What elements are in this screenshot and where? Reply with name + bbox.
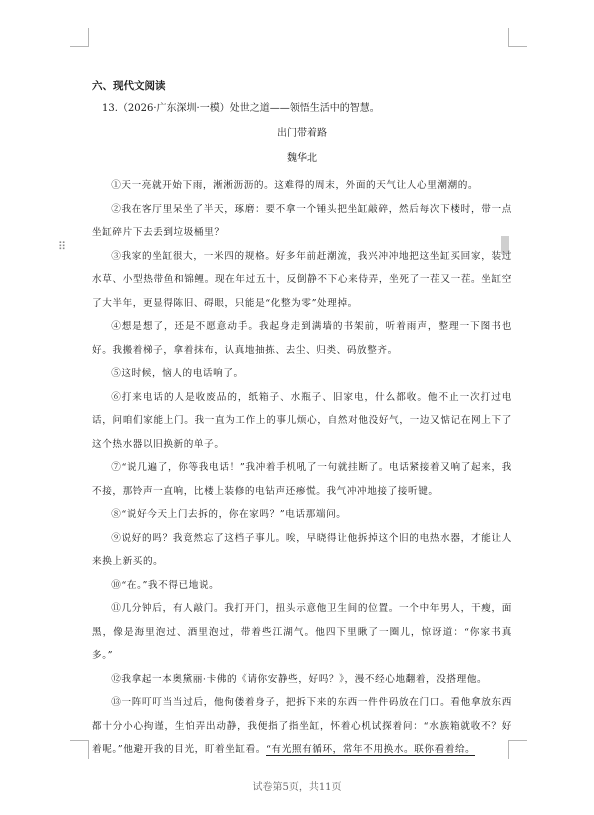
paragraph-4: ④想是想了，还是不愿意动手。我起身走到满墙的书架前，听着雨声，整理一下图书也好。我搬着梯子，拿着抹布，认真地抽拣、去尘、归类、码放整齐。 <box>92 321 512 356</box>
paragraph-13-text: ⑬一阵叮叮当当过后，他佝偻着身子，把拆下来的东西一件件码放在门口。看他拿放东西都十分小心拘谨，生怕弄出动静，我便指了指坐缸，怀着心机试探着问：“水族箱就收不？好着呢。”他避开我的目光，盯着坐缸看。 <box>92 697 512 755</box>
paragraph-3: ③我家的坐缸很大，一米四的规格。好多年前赶潮流，我兴冲冲地把这坐缸买回家，装过水草、小型热带鱼和锦鲤。现在年过五十，反倒静不下心来侍弄，坐死了一茬又一茬。坐缸空了大半年，更显得陈旧、碍眼，只能是“化整为零”处理掉。 <box>92 250 512 309</box>
paragraph-8: ⑧“说好今天上门去拆的，你在家吗？”电话那端问。 <box>111 509 347 520</box>
paragraph-5: ⑤这时候，恼人的电话响了。 <box>111 368 244 379</box>
crop-mark-bottom-left <box>70 740 89 759</box>
section-title: 六、现代文阅读 <box>92 80 166 92</box>
paragraph-12: ⑫我拿起一本奥黛丽·卡佛的《请你安静些，好吗？》，漫不经心地翻着，没搭理他。 <box>111 673 488 685</box>
page-footer: 试卷第5页，共11页 <box>252 782 342 793</box>
paragraph-2: ②我在客厅里呆坐了半天，琢磨：要不拿一个锤头把坐缸敲碎，然后每次下楼时，带一点坐缸碎片下去丢到垃圾桶里？ <box>92 203 512 238</box>
paragraph-9: ⑨说好的吗？我竟然忘了这档子事儿。唉，早晓得让他拆掉这个旧的电热水器，才能让人来换上新买的。 <box>92 532 512 567</box>
paragraph-6: ⑥打来电话的人是收废品的，纸箱子、水瓶子、旧家电，什么都收。他不止一次打过电话，问咱们家能上门。我一直为工作上的事儿烦心，自然对他没好气，一边又惦记在网上下了这个热水器以旧换新的单子。 <box>92 391 512 450</box>
paragraph-13 <box>92 691 512 762</box>
paragraph-1: ①天一亮就开始下雨，淅淅沥沥的。这难得的周末，外面的天气让人心里潮潮的。 <box>111 180 479 191</box>
paragraph-11: ⑪几分钟后，有人敲门。我打开门，扭头示意他卫生间的位置。一个中年男人，干瘦，面黑，像是海里泡过、酒里泡过，带着些江湖气。他四下里瞅了一圈儿，惊讶道：“你家书真多。” <box>92 603 512 661</box>
crop-mark-top-left <box>70 28 89 47</box>
drag-handle-icon[interactable]: ⠿ <box>58 240 67 253</box>
underlined-sentence: “有光照有循环，常年不用换水。联你看着给。 <box>266 744 476 755</box>
essay-title: 出门带着路 <box>277 128 327 139</box>
question-stem: 13.（2026·广东深圳·一模）处世之道——领悟生活中的智慧。 <box>102 103 380 114</box>
paragraph-7: ⑦“说几遍了，你等我电话！”我冲着手机吼了一句就挂断了。电话紧接着又响了起来，我不接，那铃声一直响，比楼上装修的电钻声还瘆慌。我气冲冲地接了接听键。 <box>92 462 512 497</box>
essay-author: 魏华北 <box>287 153 317 164</box>
crop-mark-top-right <box>508 28 527 47</box>
document-content <box>92 78 512 762</box>
paragraph-10: ⑩“在。”我不得已地说。 <box>111 579 220 591</box>
